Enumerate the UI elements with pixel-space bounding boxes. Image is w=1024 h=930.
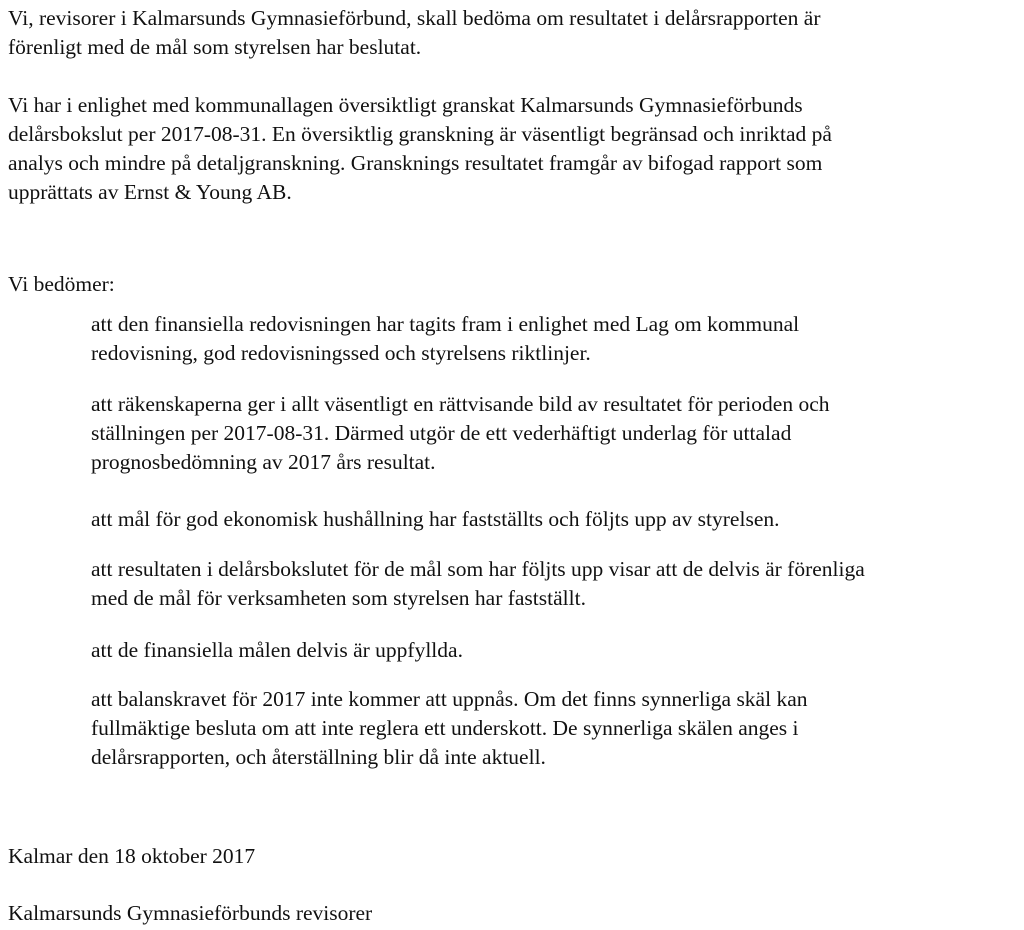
finding-item: att resultaten i delårsbokslutet för de mål som har följts upp visar att de delvis är förenliga med de mål för verksamheten som styrelsen har fastställt. bbox=[91, 557, 865, 610]
finding-item: att räkenskaperna ger i allt väsentligt en rättvisande bild av resultatet för perioden och ställningen per 2017-08-31. Därmed utgör de ett vederhäftigt underlag för uttalad prognosbedömning av 2017 års resultat. bbox=[91, 392, 830, 474]
assessment-heading: Vi bedömer: bbox=[8, 272, 115, 296]
finding-item: att den finansiella redovisningen har tagits fram i enlighet med Lag om kommunal redovisning, god redovisningssed och styrelsens riktlinjer. bbox=[91, 312, 800, 365]
finding-item: att mål för god ekonomisk hushållning har fastställts och följts upp av styrelsen. bbox=[91, 507, 780, 531]
place-date: Kalmar den 18 oktober 2017 bbox=[8, 844, 256, 868]
finding-item: att de finansiella målen delvis är uppfyllda. bbox=[91, 638, 463, 662]
intro-paragraph: Vi, revisorer i Kalmarsunds Gymnasieförbund, skall bedöma om resultatet i delårsrapporten är förenligt med de mål som styrelsen har beslutat. bbox=[8, 6, 821, 59]
review-paragraph: Vi har i enlighet med kommunallagen översiktligt granskat Kalmarsunds Gymnasieförbunds delårsbokslut per 2017-08-31. En översiktlig granskning är väsentligt begränsad och inriktad på analys och mindre på detaljgranskning. Gransknings resultatet framgår av bifogad rapport som upprättats av Ernst & Young AB. bbox=[8, 93, 832, 204]
finding-item: att balanskravet för 2017 inte kommer att uppnås. Om det finns synnerliga skäl kan fullmäktige besluta om att inte reglera ett underskott. De synnerliga skälen anges i delårsrapporten, och återställning blir då inte aktuell. bbox=[91, 687, 808, 769]
signatory: Kalmarsunds Gymnasieförbunds revisorer bbox=[8, 901, 373, 925]
